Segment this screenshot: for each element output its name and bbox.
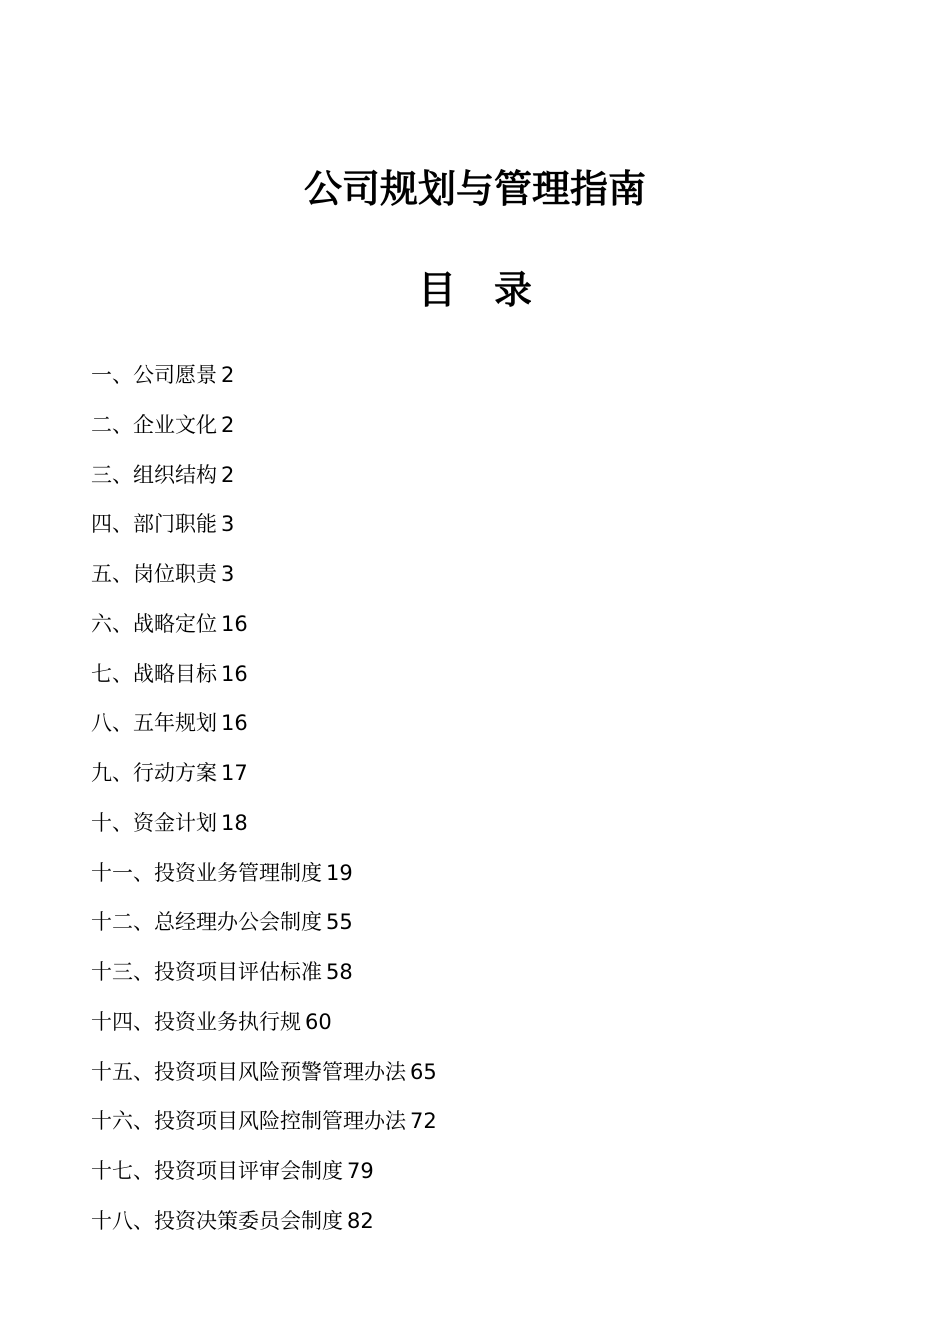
toc-item[interactable] [91, 609, 437, 659]
toc-item-page: 79 [347, 1159, 374, 1183]
toc-item-label: 七、战略目标 [91, 661, 217, 686]
toc-item[interactable] [91, 808, 437, 858]
toc-item-label: 十三、投资项目评估标准 [91, 960, 322, 984]
toc-list [91, 360, 437, 1256]
toc-item-page: 2 [221, 412, 235, 437]
toc-item-label: 十、资金计划 [91, 810, 217, 835]
toc-item-label: 一、公司愿景 [91, 363, 217, 387]
toc-item-page: 3 [221, 512, 235, 537]
toc-item-label: 十五、投资项目风险预警管理办法 [91, 1059, 406, 1084]
toc-item[interactable] [91, 360, 437, 410]
toc-item-page: 17 [221, 761, 248, 785]
toc-item-page: 2 [221, 363, 235, 387]
toc-heading-char-2: 录 [494, 268, 533, 312]
toc-item-page: 16 [221, 711, 248, 736]
toc-item-page: 58 [326, 960, 353, 984]
toc-item-page: 72 [410, 1109, 437, 1134]
toc-item-page: 65 [410, 1059, 437, 1084]
toc-item[interactable] [91, 460, 437, 510]
toc-item[interactable] [91, 907, 437, 957]
toc-item[interactable] [91, 1156, 437, 1206]
toc-item-label: 三、组织结构 [91, 462, 217, 487]
toc-item-page: 55 [326, 910, 353, 935]
toc-item[interactable] [91, 410, 437, 460]
toc-item-label: 十八、投资决策委员会制度 [91, 1208, 343, 1233]
toc-item-label: 四、部门职能 [91, 512, 217, 537]
toc-item[interactable] [91, 1007, 437, 1057]
toc-item[interactable] [91, 1106, 437, 1156]
toc-item[interactable] [91, 559, 437, 609]
toc-item[interactable] [91, 1206, 437, 1256]
toc-item-page: 60 [305, 1009, 332, 1034]
toc-item-page: 19 [326, 860, 353, 885]
toc-item-label: 十二、总经理办公会制度 [91, 910, 322, 935]
toc-item-label: 十六、投资项目风险控制管理办法 [91, 1109, 406, 1134]
toc-item-page: 3 [221, 562, 235, 586]
toc-item[interactable] [91, 659, 437, 709]
toc-item[interactable] [91, 858, 437, 908]
toc-item-page: 18 [221, 810, 248, 835]
toc-item[interactable] [91, 509, 437, 559]
toc-heading-char-1: 目 [417, 268, 456, 312]
toc-item-label: 九、行动方案 [91, 761, 217, 785]
toc-item[interactable] [91, 1057, 437, 1107]
toc-item-label: 八、五年规划 [91, 711, 217, 736]
toc-item-page: 16 [221, 611, 248, 636]
toc-item-label: 五、岗位职责 [91, 562, 217, 586]
toc-item-page: 2 [221, 462, 235, 487]
toc-item-page: 16 [221, 661, 248, 686]
toc-item-label: 十七、投资项目评审会制度 [91, 1159, 343, 1183]
toc-item-label: 十四、投资业务执行规 [91, 1009, 301, 1034]
toc-item[interactable] [91, 758, 437, 808]
toc-item-label: 十一、投资业务管理制度 [91, 860, 322, 885]
toc-heading [0, 264, 950, 316]
toc-item[interactable] [91, 708, 437, 758]
toc-item-label: 二、企业文化 [91, 412, 217, 437]
document-title: 公司规划与管理指南 [303, 167, 646, 211]
toc-item-label: 六、战略定位 [91, 611, 217, 636]
toc-item[interactable] [91, 957, 437, 1007]
toc-item-page: 82 [347, 1208, 374, 1233]
